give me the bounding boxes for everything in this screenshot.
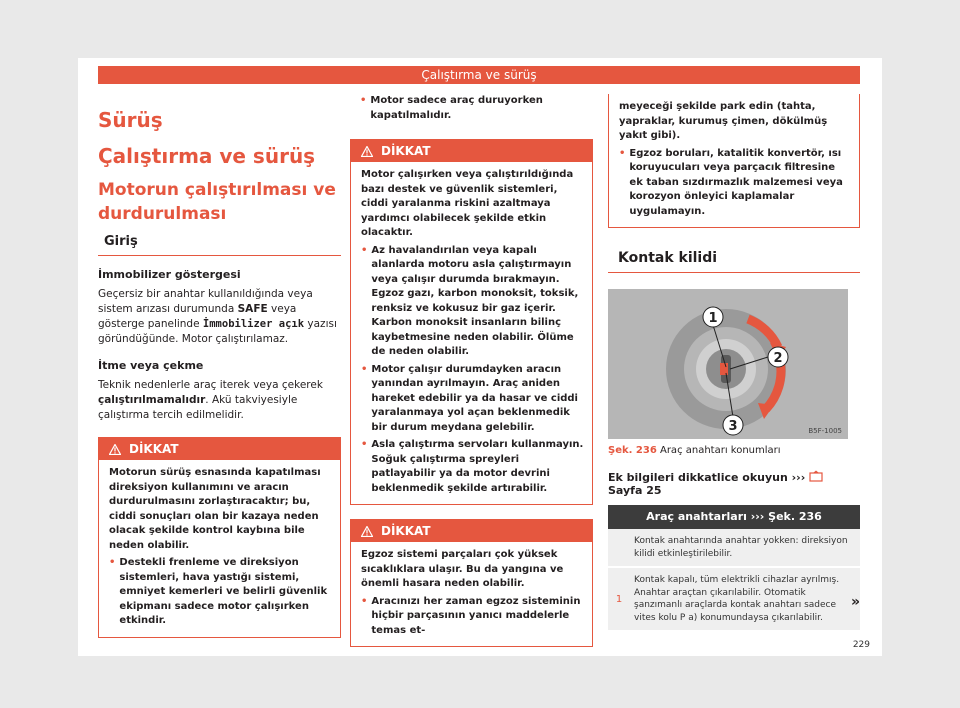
warning-bullet: • Egzoz boruları, katalitik konvertör, ısı koruyucuları veya parçacık filtresine ek taban sızdırmazlık malzemesi veya korozyon önleyici kaplamalar uygulamayın. (619, 147, 843, 217)
title-motor: Motorun çalıştırılması ve durdurulması (98, 180, 336, 224)
warning-label: DİKKAT (129, 442, 179, 456)
warning-bullet: • Motor çalışır durumdayken aracın yanından ayrılmayın. Araç aniden hareket edebilir ya da hasar ve ciddi yaralanmaya yol açan beklenmedik bir durum meydana gelebilir. (361, 363, 578, 433)
page-reference[interactable]: Sayfa 25 (608, 484, 662, 497)
column-middle (350, 94, 593, 647)
warning-continued-text: meyeceği şekilde park edin (tahta, yapraklar, kurumuş çimen, dökülmüş yakıt gibi). (619, 101, 828, 141)
warning-bullet: • Asla çalıştırma servoları kullanmayın. Soğuk çalıştırma spreyleri patlayabilir ya da motor devrini beklenmedik şekilde artırabilir. (361, 439, 584, 494)
safe-indicator: SAFE (237, 303, 268, 315)
warning-box-3 (350, 519, 593, 647)
warning-box-3-continued (608, 94, 860, 228)
figure-label-2: 2 (773, 351, 783, 366)
push-text: Teknik nedenlerle araç iterek veya çekerek çalıştırılmamalıdır. Akü takviyesiyle çalıştırma tercih edilmelidir. (98, 379, 323, 421)
warning-box-1 (98, 437, 341, 638)
column-left (98, 94, 341, 638)
note-line: Ek bilgileri dikkatlice okuyun ››› Sayfa 25 (608, 470, 860, 497)
push-heading: İtme veya çekme (98, 359, 204, 372)
book-icon (809, 470, 823, 482)
ignition-figure (608, 289, 848, 439)
warning-label: DİKKAT (381, 144, 431, 158)
warning-bullet: • Destekli frenleme ve direksiyon sistemleri, hava yastığı sistemi, emniyet kemerleri ve belirli güvenlik ekipmanı sadece motor çalışırken etkindir. (109, 557, 328, 626)
title-surus: Sürüş (98, 108, 163, 132)
warning-triangle-icon (361, 146, 373, 157)
key-positions-table (608, 505, 860, 632)
figure-caption: Şek. 236 Araç anahtarı konumları (608, 445, 781, 456)
warning-text: Motorun sürüş esnasında kapatılması direksiyon kullanımını ve aracın durdurulmasını zorlaştıracaktır; bu, ciddi sonuçları olan bir kazaya neden olacak şekilde kontrol kaybına bile neden olabilir. (109, 467, 321, 551)
title-calistirma: Çalıştırma ve sürüş (98, 144, 316, 168)
warning-triangle-icon (361, 526, 373, 537)
table-row: Kontak anahtarında anahtar yokken: direksiyon kilidi etkinleştirilebilir. (608, 529, 860, 568)
warning-text: Motor çalışırken veya çalıştırıldığında bazı destek ve güvenlik sistemleri, ciddi yaralanma riskini azaltmaya yardımcı olabilecek şekilde etkin olacaktır. (361, 169, 574, 238)
page-number: 229 (852, 640, 870, 650)
figure-code: B5F-1005 (808, 427, 842, 435)
figure-ref: Şek. 236 (608, 445, 657, 456)
section-kontak-kilidi: Kontak kilidi (608, 250, 860, 273)
table-row: 1 Kontak kapalı, tüm elektrikli cihazlar ayrılmış. Anahtar araçtan çıkarılabilir. Otomatik şanzımanlı araçlarda kontak anahtarı sadece vites kolu P a) konumundaysa çıkarılabilir. (608, 568, 860, 632)
immobilizer-display-text: İmmobilizer açık (202, 318, 305, 330)
ignition-lock-illustration (608, 289, 848, 439)
bullet-motor-stop: • Motor sadece araç duruyorken kapatılmalıdır. (360, 95, 543, 121)
section-giris: Giriş (98, 234, 341, 256)
figure-label-1: 1 (708, 311, 718, 326)
warning-label: DİKKAT (381, 524, 431, 538)
warning-box-2 (350, 139, 593, 505)
chapter-header: Çalıştırma ve sürüş (98, 66, 860, 84)
warning-bullet: • Aracınızı her zaman egzoz sisteminin hiçbir parçasının yanıcı maddelerle temas et- (361, 595, 581, 636)
figure-label-3: 3 (728, 419, 738, 434)
table-header: Araç anahtarları ››› Şek. 236 (608, 505, 860, 529)
warning-triangle-icon (109, 444, 121, 455)
page (78, 58, 882, 656)
column-right (608, 94, 860, 632)
warning-bullet: • Az havalandırılan veya kapalı alanlarda motoru asla çalıştırmayın veya çalışır durumda bırakmayın. Egzoz gazı, karbon monoksit, toksik, renksiz ve kokusuz bir gaz içerir. Karbon monoksit insanların bilinç kaybetmesine neden olabilir. Ölüme de neden olabilir. (361, 244, 579, 357)
immobilizer-heading: İmmobilizer göstergesi (98, 268, 241, 281)
continue-marker: » (850, 594, 860, 610)
warning-text: Egzoz sistemi parçaları çok yüksek sıcaklıklara ulaşır. Bu da yangına ve önemli hasara neden olabilir. (361, 549, 564, 589)
immobilizer-text: Geçersiz bir anahtar kullanıldığında veya sistem arızası durumunda SAFE veya gösterge panelinde İmmobilizer açık yazısı göründüğünde. Motor çalıştırılamaz. (98, 288, 337, 345)
